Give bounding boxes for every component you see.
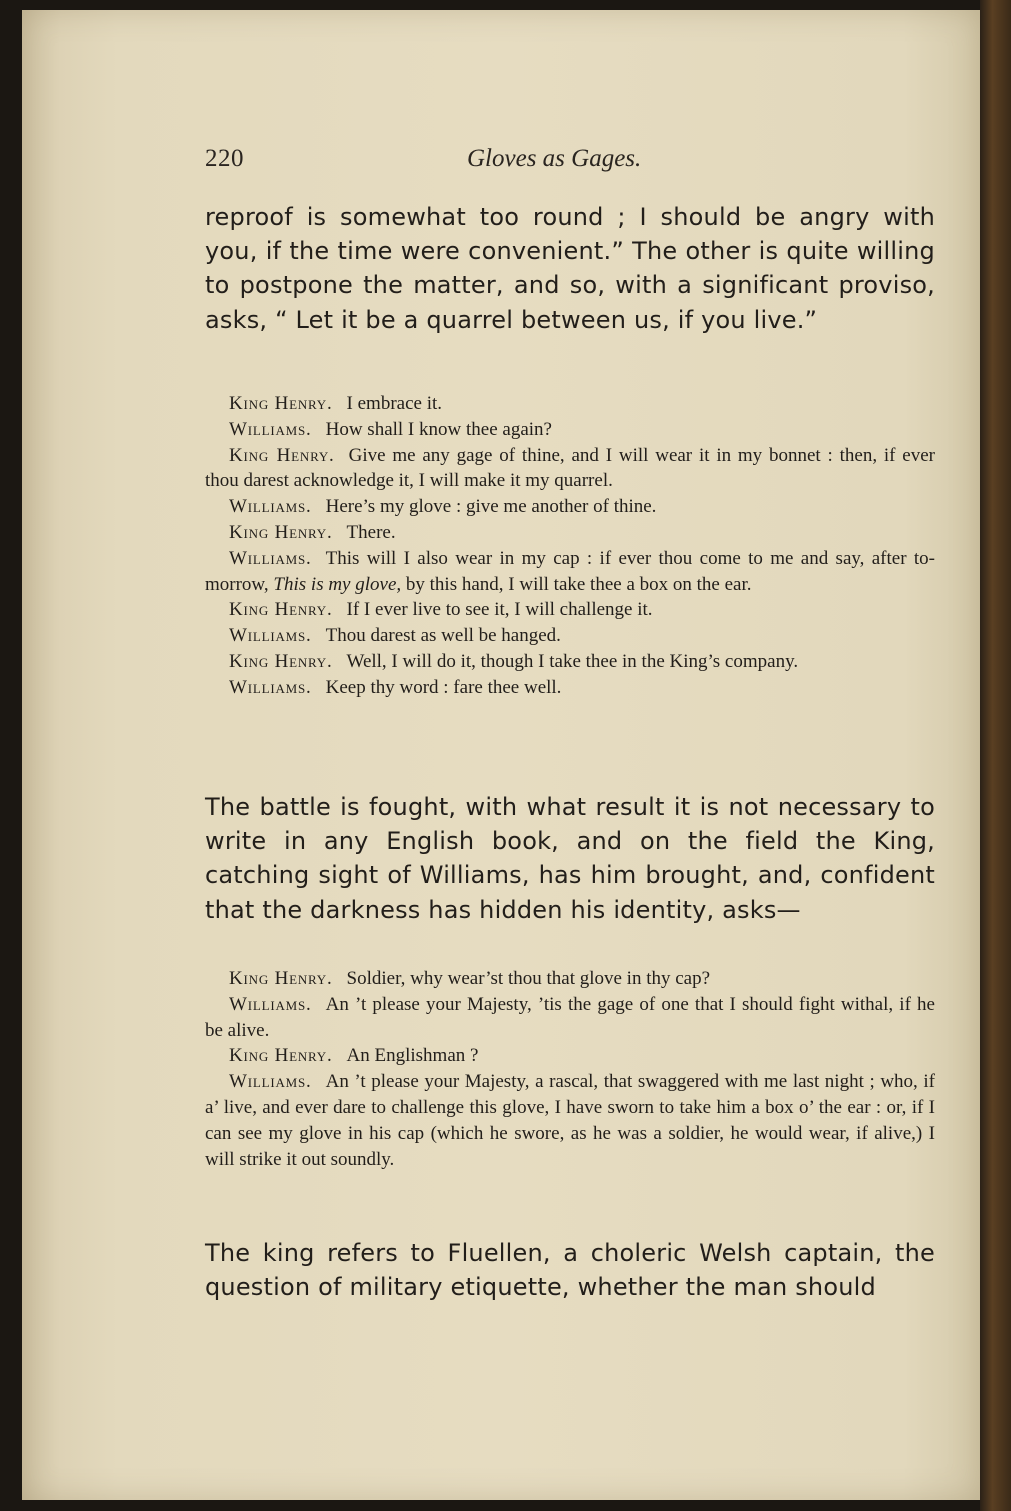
dialogue-line	[205, 1069, 935, 1172]
dialogue-line	[205, 391, 935, 417]
paragraph-1: reproof is somewhat too round ; I should be angry with you, if the time were convenient.” The other is quite willing to postpone the matter, and so, with a significant proviso, asks, “ Let it be a quarrel between us, if you live.”	[205, 203, 935, 334]
paragraph-3: The king refers to Fluellen, a choleric Welsh captain, the question of military etiquette, whether the man should	[205, 1239, 935, 1302]
dialogue-line	[205, 1043, 935, 1069]
speaker: King Henry.	[229, 1045, 333, 1067]
speaker: Williams.	[229, 1071, 312, 1093]
speaker: Williams.	[229, 418, 312, 440]
dialogue-block-1	[205, 391, 935, 701]
book-spine-edge	[980, 0, 1011, 1511]
dialogue-line	[205, 966, 935, 992]
dialogue-line	[205, 623, 935, 649]
speaker: Williams.	[229, 676, 312, 698]
speaker: King Henry.	[229, 968, 333, 989]
dialogue-block-2	[205, 966, 935, 1172]
speech: I embrace it.	[346, 393, 443, 414]
running-header	[205, 145, 945, 181]
dialogue-line	[205, 597, 935, 623]
dialogue-line	[205, 649, 935, 675]
paragraph-2: The battle is fought, with what result it is not necessary to write in any English book, and on the field the King, catching sight of Williams, has him brought, and, confident that the darkness has hidden his identity, asks—	[205, 793, 935, 924]
dialogue-line	[205, 494, 935, 520]
speaker: Williams.	[229, 993, 312, 1015]
speech: An ’t please your Majesty, a rascal, that swaggered with me last night ; who, if a’ live, and ever dare to challenge this glove, I have sworn to take him a box o’ the ear : or, if I can see my glove in his cap (which he swore, as he was a soldier, he would wear, if alive,) I will strike it out soundly.	[205, 1071, 935, 1170]
speech: Soldier, why wear’st thou that glove in thy cap?	[346, 968, 711, 989]
speaker: King Henry.	[229, 393, 333, 414]
speech: by this hand, I will take thee a box on the ear.	[401, 573, 752, 595]
dialogue-line	[205, 520, 935, 546]
speech: Keep thy word : fare thee well.	[325, 676, 562, 698]
speech: Well, I will do it, though I take thee in the King’s company.	[346, 650, 799, 672]
speaker: Williams.	[229, 496, 312, 518]
dialogue-line	[205, 443, 935, 495]
speech: This will I also wear in my cap : if ever thou come to me and say, after to-morrow,	[205, 547, 935, 595]
speech: There.	[346, 521, 396, 543]
speech: How shall I know thee again?	[325, 418, 552, 440]
dialogue-line	[205, 546, 935, 598]
speaker: King Henry.	[229, 444, 335, 466]
speech: Thou darest as well be hanged.	[325, 625, 561, 647]
speech-italic: This is my glove,	[273, 573, 402, 595]
page-number: 220	[205, 145, 244, 172]
speaker: Williams.	[229, 625, 312, 647]
speech: An Englishman ?	[346, 1045, 479, 1067]
dialogue-line	[205, 675, 935, 701]
speech: If I ever live to see it, I will challenge it.	[346, 599, 653, 621]
speech: Give me any gage of thine, and I will wear it in my bonnet : then, if ever thou darest acknowledge it, I will make it my quarrel.	[205, 444, 935, 492]
speaker: King Henry.	[229, 599, 333, 621]
speech: An ’t please your Majesty, ’tis the gage of one that I should fight withal, if he be alive.	[205, 993, 935, 1041]
speaker: Williams.	[229, 547, 312, 569]
dialogue-line	[205, 417, 935, 443]
speaker: King Henry.	[229, 521, 333, 543]
running-title: Gloves as Gages.	[467, 145, 642, 172]
speaker: King Henry.	[229, 650, 333, 672]
speech: Here’s my glove : give me another of thine.	[325, 496, 657, 518]
dialogue-line	[205, 992, 935, 1044]
